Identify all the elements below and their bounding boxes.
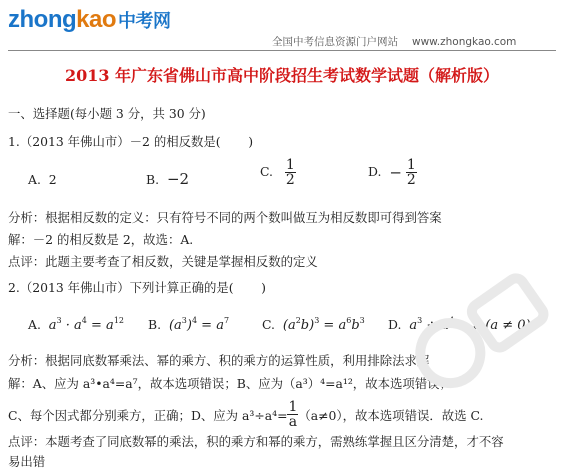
q2-comment-line1: 点评：本题考查了同底数幂的乘法，积的乘方和幂的乘方，需熟练掌握且区分清楚，才不容: [8, 434, 504, 449]
site-logo[interactable]: [8, 6, 171, 34]
q1-option-b-label: B.: [146, 172, 160, 187]
q2-option-a-label: A.: [28, 317, 41, 332]
logo-text-kao: kao: [76, 6, 116, 33]
q1-option-a-value: 2: [48, 172, 57, 187]
site-tagline: [272, 34, 516, 49]
q2-option-c: C. $(a^2b)^3 = a^6b^3$: [262, 316, 365, 333]
q1-option-c: [260, 158, 296, 187]
q1-option-d-label: D.: [368, 164, 382, 179]
q1-option-d: [368, 158, 417, 187]
fraction-numerator: 1: [285, 157, 295, 173]
solution-fraction: [287, 400, 298, 429]
q1-option-a: [28, 172, 57, 187]
q2-option-d: D. $a^3 \div a^4 = a$ (a ≠ 0): [388, 316, 531, 333]
tagline-text: 全国中考信息资源门户网站: [272, 36, 398, 48]
document-title: 2013 年广东省佛山市高中阶段招生考试数学试题（解析版）: [64, 66, 500, 85]
q1-option-b: [146, 170, 189, 188]
q1-option-a-label: A.: [28, 172, 41, 187]
logo-text-cn: 中考网: [118, 11, 171, 31]
q1-option-d-fraction: [406, 158, 417, 187]
header-divider: [8, 50, 556, 51]
q1-analysis: 分析：根据相反数的定义：只有符号不同的两个数叫做互为相反数即可得到答案: [8, 210, 442, 225]
fraction-denominator: a: [288, 414, 298, 430]
q1-solution: 解：－2 的相反数是 2，故选：A.: [8, 232, 194, 247]
q1-option-c-label: C.: [260, 164, 273, 179]
page-header: [0, 0, 564, 52]
q2-option-d-label: D.: [388, 317, 402, 332]
q2-analysis: 分析：根据同底数幂乘法、幂的乘方、积的乘方的运算性质，利用排除法求解: [8, 353, 430, 368]
q2-stem: 2.（2013 年佛山市）下列计算正确的是( ): [8, 280, 267, 295]
q1-option-c-fraction: [285, 158, 296, 187]
q2-solution-line1: 解：A、应为 a³•a⁴=a⁷，故本选项错误；B、应为（a³）⁴=a¹²，故本选项错误；: [8, 376, 452, 391]
q2-comment-line2: 易出错: [8, 454, 46, 469]
site-url[interactable]: www.zhongkao.com: [412, 36, 517, 48]
q1-stem: 1.（2013 年佛山市）－2 的相反数是( ): [8, 134, 254, 149]
q2-option-b-label: B.: [148, 317, 162, 332]
q1-option-b-value: −2: [166, 170, 190, 188]
solution-text-post: （a≠0），故本选项错误．故选 C.: [298, 408, 484, 423]
q1-comment: 点评：此题主要考查了相反数，关键是掌握相反数的定义: [8, 254, 318, 269]
logo-text-zhong: zhong: [8, 6, 77, 33]
fraction-numerator: 1: [406, 157, 416, 173]
q2-option-a: A. $a^3 \cdot a^4 = a^{12}$: [28, 316, 124, 333]
q1-option-d-sign: −: [389, 163, 402, 182]
fraction-numerator: 1: [288, 399, 298, 415]
fraction-denominator: 2: [285, 172, 295, 188]
solution-text-pre: C、每个因式都分别乘方，正确；D、应为 a³÷a⁴=: [8, 408, 288, 423]
q2-option-b: B. $(a^3)^4 = a^7$: [148, 316, 230, 333]
q2-option-c-label: C.: [262, 317, 275, 332]
fraction-denominator: 2: [406, 172, 416, 188]
watermark-logo: [384, 248, 564, 418]
section-heading: 一、选择题(每小题 3 分，共 30 分): [8, 106, 206, 121]
